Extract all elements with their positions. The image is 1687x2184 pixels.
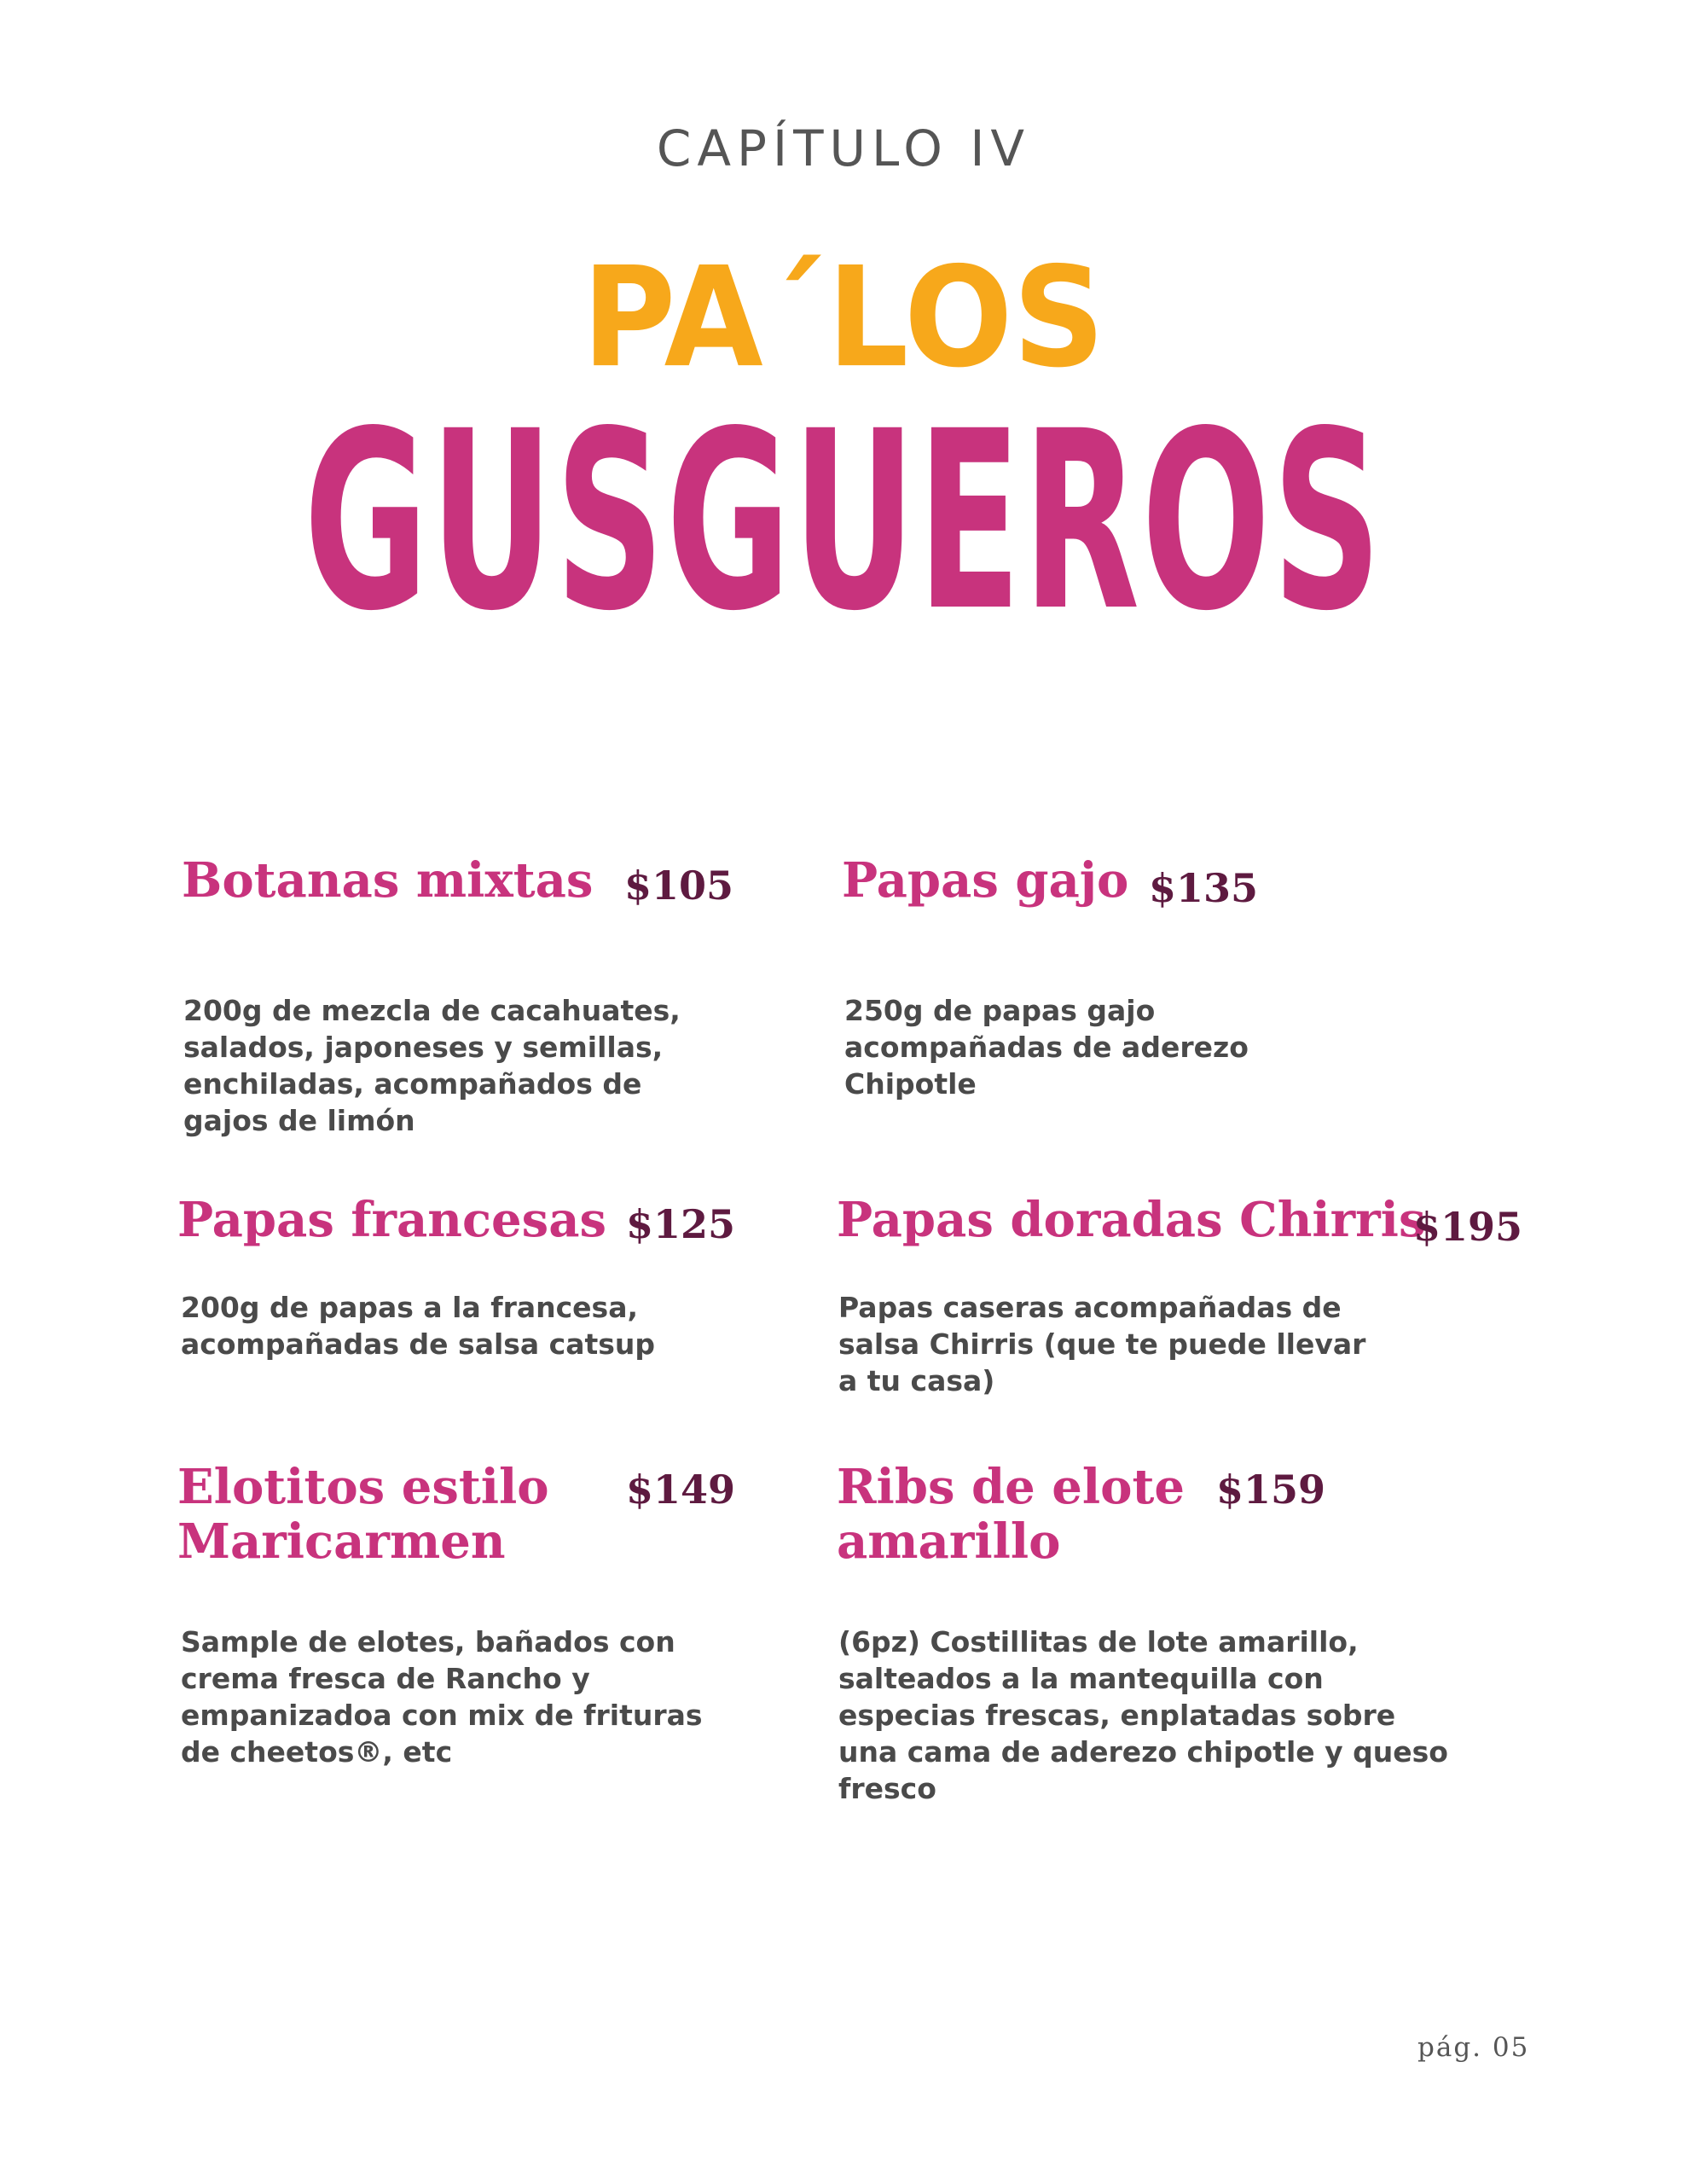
item-description-elotitos-estilo-maricarmen: Sample de elotes, bañados con crema fresca de Rancho y empanizadoa con mix de frituras de cheetos®, etc [181,1625,703,1769]
item-name-botanas-mixtas: Botanas mixtas [182,852,594,909]
item-description-ribs-de-elote-amarillo: (6pz) Costillitas de lote amarillo, salteados a la mantequilla con especias frescas, enplatadas sobre una cama de aderezo chipotle y queso fresco [838,1625,1448,1805]
item-name-ribs-de-elote-amarillo: Ribs de elote amarillo [837,1459,1186,1570]
item-description-botanas-mixtas: 200g de mezcla de cacahuates, salados, japoneses y semillas, enchiladas, acompañados de gajos de limón [183,994,681,1137]
page-number: pág. 05 [1417,2032,1530,2063]
item-name-papas-doradas-chirris: Papas doradas Chirris [837,1192,1426,1248]
item-description-papas-francesas: 200g de papas a la francesa, acompañadas de salsa catsup [181,1291,656,1361]
item-price-papas-francesas: $125 [626,1201,736,1247]
item-price-ribs-de-elote-amarillo: $159 [1216,1467,1326,1513]
chapter-label: CAPÍTULO IV [656,119,1031,177]
title-line-2: GUSGUEROS [304,378,1383,665]
item-name-elotitos-estilo-maricarmen: Elotitos estilo Maricarmen [177,1459,549,1570]
item-price-elotitos-estilo-maricarmen: $149 [626,1467,736,1513]
item-name-papas-gajo: Papas gajo [842,852,1129,909]
title-line-1: PA´LOS [582,238,1105,398]
item-price-papas-doradas-chirris: $195 [1413,1204,1523,1250]
item-name-papas-francesas: Papas francesas [177,1192,607,1248]
item-price-papas-gajo: $135 [1149,865,1259,911]
item-price-botanas-mixtas: $105 [624,863,734,909]
item-description-papas-doradas-chirris: Papas caseras acompañadas de salsa Chirris (que te puede llevar a tu casa) [838,1291,1366,1397]
item-description-papas-gajo: 250g de papas gajo acompañadas de aderezo Chipotle [844,994,1249,1101]
